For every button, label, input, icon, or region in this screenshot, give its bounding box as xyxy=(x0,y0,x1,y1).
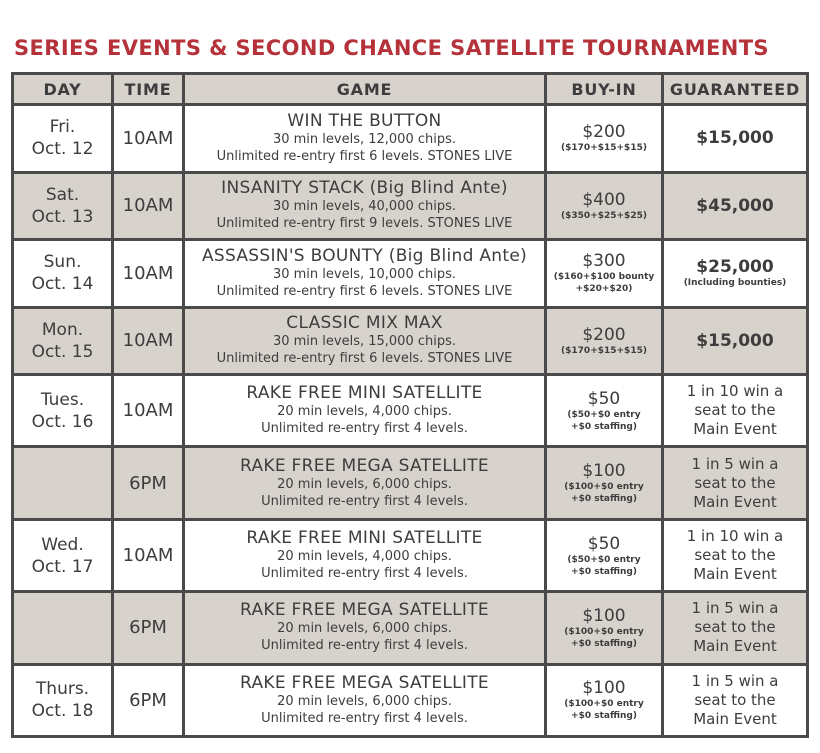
buy-in-cell xyxy=(547,448,661,517)
game-structure: 30 min levels, 10,000 chips. xyxy=(272,266,457,282)
table-row xyxy=(14,106,806,171)
buy-in-breakdown-2: +$0 staffing) xyxy=(571,494,637,505)
game-structure: 30 min levels, 40,000 chips. xyxy=(272,199,457,215)
guaranteed-text-3: Main Event xyxy=(693,637,777,656)
day-name: Tues. xyxy=(40,389,85,410)
buy-in-breakdown: ($160+$100 bounty xyxy=(553,272,655,283)
header-day: DAY xyxy=(14,75,111,103)
buy-in-price: $400 xyxy=(582,189,626,210)
game-reentry: Unlimited re-entry first 9 levels. STONES LIVE xyxy=(216,216,513,232)
buy-in-breakdown-2: +$0 staffing) xyxy=(571,421,637,432)
game-reentry: Unlimited re-entry first 6 levels. STONES LIVE xyxy=(216,283,513,299)
page-title: SERIES EVENTS & SECOND CHANCE SATELLITE TOURNAMENTS xyxy=(14,36,769,60)
guaranteed-amount: $15,000 xyxy=(696,330,774,351)
guaranteed-text-3: Main Event xyxy=(693,492,777,511)
schedule-table-frame xyxy=(11,72,809,738)
guaranteed-text-1: 1 in 5 win a xyxy=(691,599,779,618)
game-structure: 20 min levels, 6,000 chips. xyxy=(277,621,452,637)
game-cell xyxy=(185,448,544,517)
game-cell xyxy=(185,106,544,171)
guaranteed-text-2: seat to the xyxy=(694,618,776,637)
game-title: RAKE FREE MEGA SATELLITE xyxy=(240,672,489,693)
day-name: Sun. xyxy=(43,252,82,273)
game-structure: 20 min levels, 4,000 chips. xyxy=(277,404,452,420)
game-structure: 30 min levels, 15,000 chips. xyxy=(272,334,457,350)
time-value: 10AM xyxy=(122,400,174,422)
day-name: Mon. xyxy=(41,319,84,340)
day-name: Wed. xyxy=(41,534,84,555)
game-title: RAKE FREE MEGA SATELLITE xyxy=(240,455,489,476)
guaranteed-text-2: seat to the xyxy=(694,690,776,709)
guaranteed-text-1: 1 in 10 win a xyxy=(686,382,784,401)
guaranteed-cell xyxy=(664,666,806,735)
buy-in-cell xyxy=(547,174,661,239)
buy-in-cell xyxy=(547,106,661,171)
game-structure: 20 min levels, 6,000 chips. xyxy=(277,693,452,709)
guaranteed-cell xyxy=(664,106,806,171)
day-cell xyxy=(14,376,111,445)
buy-in-cell xyxy=(547,241,661,306)
table-row xyxy=(14,448,806,517)
game-cell xyxy=(185,241,544,306)
table-row xyxy=(14,174,806,239)
buy-in-price: $300 xyxy=(582,251,626,272)
guaranteed-text-2: seat to the xyxy=(694,401,776,420)
buy-in-breakdown: ($100+$0 entry xyxy=(564,699,644,710)
guaranteed-cell xyxy=(664,174,806,239)
game-reentry: Unlimited re-entry first 4 levels. xyxy=(261,710,468,726)
game-title: RAKE FREE MINI SATELLITE xyxy=(246,383,483,404)
game-structure: 20 min levels, 6,000 chips. xyxy=(277,476,452,492)
day-cell xyxy=(14,448,111,517)
table-row xyxy=(14,376,806,445)
game-title: ASSASSIN'S BOUNTY (Big Blind Ante) xyxy=(201,245,528,266)
guaranteed-cell xyxy=(664,241,806,306)
buy-in-price: $50 xyxy=(587,388,621,409)
game-cell xyxy=(185,593,544,662)
time-cell xyxy=(114,174,182,239)
guaranteed-text-1: 1 in 5 win a xyxy=(691,454,779,473)
buy-in-breakdown-2: +$0 staffing) xyxy=(571,638,637,649)
buy-in-cell xyxy=(547,593,661,662)
buy-in-cell xyxy=(547,376,661,445)
buy-in-price: $200 xyxy=(582,122,626,143)
day-cell xyxy=(14,174,111,239)
buy-in-breakdown: ($50+$0 entry xyxy=(567,409,641,420)
guaranteed-text-2: seat to the xyxy=(694,546,776,564)
header-game: GAME xyxy=(185,75,544,103)
day-date: Oct. 12 xyxy=(31,139,94,160)
time-value: 6PM xyxy=(129,689,167,711)
buy-in-cell xyxy=(547,666,661,735)
day-cell xyxy=(14,666,111,735)
game-reentry: Unlimited re-entry first 4 levels. xyxy=(261,493,468,509)
day-date: Oct. 15 xyxy=(31,341,94,362)
game-title: WIN THE BUTTON xyxy=(287,110,442,131)
buy-in-price: $200 xyxy=(582,324,626,345)
time-cell xyxy=(114,106,182,171)
time-cell xyxy=(114,666,182,735)
time-value: 10AM xyxy=(122,262,174,284)
time-value: 6PM xyxy=(129,472,167,494)
game-reentry: Unlimited re-entry first 4 levels. xyxy=(261,566,468,581)
table-row xyxy=(14,593,806,662)
guaranteed-cell xyxy=(664,448,806,517)
guaranteed-text-1: 1 in 5 win a xyxy=(691,671,779,690)
schedule-table xyxy=(11,72,809,738)
time-cell xyxy=(114,241,182,306)
buy-in-breakdown: ($50+$0 entry xyxy=(567,554,641,565)
buy-in-breakdown-2: +$20+$20) xyxy=(575,284,633,295)
game-reentry: Unlimited re-entry first 6 levels. STONES LIVE xyxy=(216,148,513,164)
time-value: 10AM xyxy=(122,127,174,149)
day-name: Thurs. xyxy=(35,679,90,700)
day-cell xyxy=(14,593,111,662)
game-title: INSANITY STACK (Big Blind Ante) xyxy=(221,178,508,199)
day-date: Oct. 17 xyxy=(31,556,94,577)
game-cell xyxy=(185,174,544,239)
guaranteed-cell xyxy=(664,376,806,445)
game-title: RAKE FREE MEGA SATELLITE xyxy=(240,600,489,621)
guaranteed-text-3: Main Event xyxy=(693,709,777,728)
time-value: 10AM xyxy=(122,545,174,566)
guaranteed-cell xyxy=(664,309,806,374)
game-title: CLASSIC MIX MAX xyxy=(286,313,443,334)
buy-in-breakdown-2: +$0 staffing) xyxy=(571,711,637,722)
buy-in-breakdown-2: +$0 staffing) xyxy=(571,566,637,577)
table-row xyxy=(14,521,806,590)
game-reentry: Unlimited re-entry first 4 levels. xyxy=(261,638,468,654)
guaranteed-text-2: seat to the xyxy=(694,473,776,492)
time-value: 10AM xyxy=(122,195,174,217)
day-date: Oct. 18 xyxy=(31,701,94,722)
game-structure: 20 min levels, 4,000 chips. xyxy=(277,549,452,564)
guaranteed-text-3: Main Event xyxy=(693,420,777,439)
game-reentry: Unlimited re-entry first 6 levels. STONES LIVE xyxy=(216,351,513,367)
day-name: Fri. xyxy=(49,117,76,138)
buy-in-price: $100 xyxy=(582,605,626,626)
game-structure: 30 min levels, 12,000 chips. xyxy=(272,131,457,147)
guaranteed-text-1: 1 in 10 win a xyxy=(686,527,784,545)
table-row xyxy=(14,666,806,735)
buy-in-cell xyxy=(547,521,661,590)
table-row xyxy=(14,241,806,306)
header-buy-in: BUY-IN xyxy=(547,75,661,103)
time-cell xyxy=(114,593,182,662)
buy-in-cell xyxy=(547,309,661,374)
guaranteed-cell xyxy=(664,521,806,590)
game-reentry: Unlimited re-entry first 4 levels. xyxy=(261,421,468,437)
day-cell xyxy=(14,521,111,590)
game-title: RAKE FREE MINI SATELLITE xyxy=(246,528,483,548)
buy-in-breakdown: ($100+$0 entry xyxy=(564,626,644,637)
time-cell xyxy=(114,448,182,517)
buy-in-breakdown: ($170+$15+$15) xyxy=(561,143,647,154)
buy-in-price: $50 xyxy=(587,533,621,554)
buy-in-breakdown: ($170+$15+$15) xyxy=(561,345,647,356)
day-cell xyxy=(14,241,111,306)
game-cell xyxy=(185,309,544,374)
day-date: Oct. 14 xyxy=(31,274,94,295)
guaranteed-cell xyxy=(664,593,806,662)
time-value: 10AM xyxy=(122,330,174,352)
time-cell xyxy=(114,521,182,590)
game-cell xyxy=(185,521,544,590)
game-cell xyxy=(185,666,544,735)
day-cell xyxy=(14,106,111,171)
table-row xyxy=(14,309,806,374)
day-name: Sat. xyxy=(45,184,80,205)
day-date: Oct. 13 xyxy=(31,206,94,227)
buy-in-breakdown: ($350+$25+$25) xyxy=(561,210,647,221)
guaranteed-amount: $25,000 xyxy=(696,257,774,278)
header-time: TIME xyxy=(114,75,182,103)
day-cell xyxy=(14,309,111,374)
guaranteed-note: (Including bounties) xyxy=(683,278,787,289)
buy-in-price: $100 xyxy=(582,678,626,699)
game-cell xyxy=(185,376,544,445)
guaranteed-amount: $45,000 xyxy=(696,195,774,216)
header-guaranteed: GUARANTEED xyxy=(664,75,806,103)
time-value: 6PM xyxy=(129,617,167,639)
day-date: Oct. 16 xyxy=(31,411,94,432)
buy-in-breakdown: ($100+$0 entry xyxy=(564,482,644,493)
time-cell xyxy=(114,309,182,374)
guaranteed-text-3: Main Event xyxy=(693,565,777,583)
buy-in-price: $100 xyxy=(582,461,626,482)
time-cell xyxy=(114,376,182,445)
table-header-row xyxy=(14,75,806,103)
guaranteed-amount: $15,000 xyxy=(696,128,774,149)
